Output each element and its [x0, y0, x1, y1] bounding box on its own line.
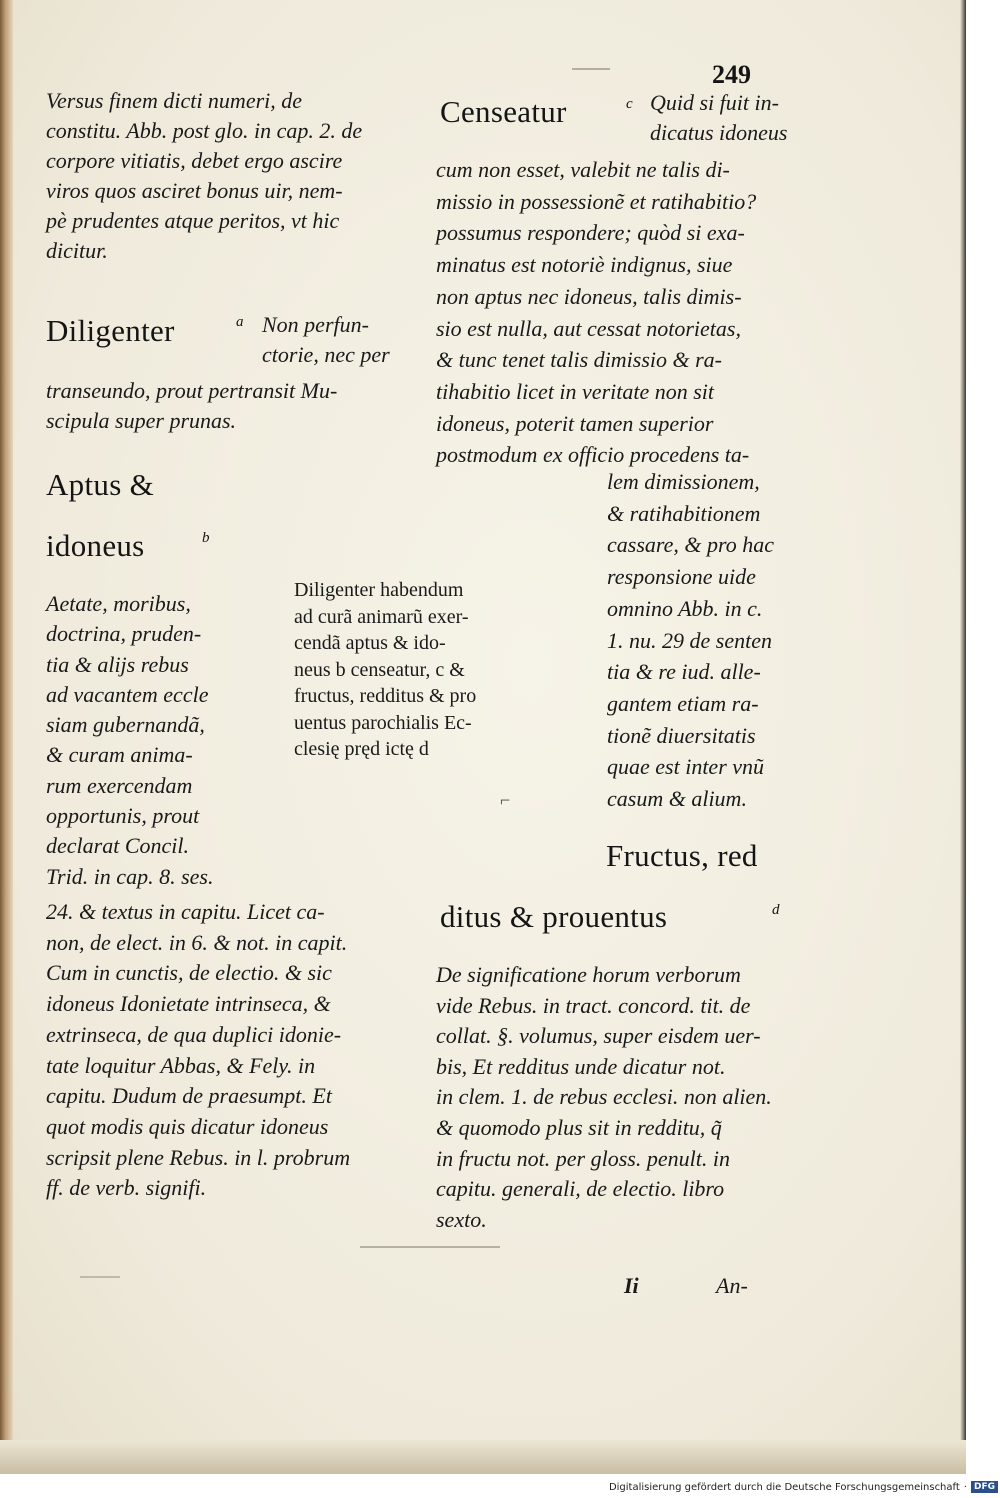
text-line: quae est inter vnũ [607, 754, 765, 780]
aptus-gloss-continued [46, 897, 416, 1204]
text-line: cum non esset, valebit ne talis di- [436, 157, 730, 182]
text-line: capitu. generali, de electio. libro [436, 1176, 725, 1202]
text-line: missio in possessionẽ et ratihabitio? [436, 188, 757, 214]
heading-fructus-continued: ditus & prouentus [440, 899, 668, 934]
text-line: constitu. Abb. post glo. in cap. 2. de [46, 118, 363, 143]
text-line: in clem. 1. de rebus ecclesi. non alien. [436, 1084, 772, 1110]
note-marker-c: c [626, 96, 633, 112]
text-line: Cum in cunctis, de electio. & sic [46, 960, 332, 986]
text-line: Quid si fuit in- [650, 90, 779, 115]
text-line: non, de elect. in 6. & not. in capit. [46, 929, 348, 955]
text-line: scipula super prunas. [46, 408, 237, 433]
text-line: capitu. Dudum de praesumpt. Et [46, 1083, 332, 1109]
diligenter-gloss [46, 376, 416, 436]
text-line: quot modis quis dicatur idoneus [46, 1113, 329, 1139]
digitization-credit-bar [606, 1478, 998, 1496]
text-line: idoneus Idonietate intrinseca, & [46, 991, 331, 1017]
text-line: transeundo, prout pertransit Mu- [46, 378, 338, 403]
text-line: bis, Et redditus unde dicatur not. [436, 1053, 726, 1079]
text-line: Versus finem dicti numeri, de [46, 88, 303, 113]
text-line: Non perfun- [262, 312, 369, 337]
censeatur-gloss-narrow [607, 466, 807, 815]
page-right-edge [960, 0, 966, 1474]
censeatur-gloss [436, 154, 808, 471]
heading-aptus: Aptus & [46, 467, 155, 502]
text-line: uentus parochialis Ec- [294, 711, 472, 734]
text-line: dicatus idoneus [650, 120, 788, 145]
text-line: Aetate, moribus, [46, 591, 191, 616]
text-line: & quomodo plus sit in redditu, q̃ [436, 1114, 722, 1140]
text-line: & ratihabitionem [607, 500, 761, 526]
text-line: idoneus, poterit tamen superior [436, 410, 714, 436]
text-line: tia & re iud. alle- [607, 659, 761, 685]
text-line: doctrina, pruden- [46, 621, 202, 647]
note-marker-a: a [236, 314, 244, 330]
main-text-block [294, 577, 554, 763]
fructus-gloss [436, 960, 808, 1235]
text-line: ad curã animarũ exer- [294, 605, 469, 628]
text-line: gantem etiam ra- [607, 690, 759, 716]
credit-separator: · [963, 1481, 967, 1493]
text-line: 24. & textus in capitu. Licet ca- [46, 899, 325, 924]
text-line: tihabitio licet in veritate non sit [436, 378, 715, 404]
heading-fructus: Fructus, red [606, 838, 758, 873]
text-line: siam gubernandã, [46, 712, 205, 738]
text-line: scripsit plene Rebus. in l. probrum [46, 1144, 351, 1170]
note-marker-b: b [202, 530, 210, 546]
censeatur-gloss-first [650, 88, 810, 148]
heading-diligenter: Diligenter [46, 313, 175, 348]
text-line: extrinseca, de qua duplici idonie- [46, 1021, 342, 1047]
page-gutter-shadow [0, 0, 13, 1474]
text-line: non aptus nec idoneus, talis dimis- [436, 283, 742, 309]
text-line: postmodum ex officio procedens ta- [436, 442, 750, 468]
text-line: & curam anima- [46, 742, 193, 768]
text-line: ad vacantem eccle [46, 681, 209, 707]
signature-mark: Ii [624, 1273, 639, 1298]
text-line: ctorie, nec per [262, 342, 390, 367]
text-line: Diligenter habendum [294, 579, 464, 601]
text-line: De significatione horum verborum [436, 962, 741, 987]
text-line: & tunc tenet talis dimissio & ra- [436, 347, 722, 373]
text-line: cendã aptus & ido- [294, 632, 446, 654]
diligenter-gloss-first [262, 310, 412, 370]
text-line: collat. §. volumus, super eisdem uer- [436, 1023, 761, 1049]
text-line: tate loquitur Abbas, & Fely. in [46, 1052, 316, 1078]
text-line: neus b censeatur, c & [294, 658, 465, 681]
heading-idoneus: idoneus [46, 528, 145, 563]
text-line: tia & alijs rebus [46, 651, 189, 677]
heading-censeatur: Censeatur [440, 94, 567, 129]
text-line: ff. de verb. signifi. [46, 1175, 207, 1201]
text-line: clesię pręd ictę d [294, 738, 429, 760]
faint-ink-mark [572, 68, 610, 70]
text-line: fructus, redditus & pro [294, 685, 477, 707]
aptus-gloss [46, 589, 246, 892]
dfg-logo-icon: DFG [971, 1481, 998, 1493]
note-marker-d: d [772, 902, 780, 918]
text-line: declarat Concil. [46, 833, 189, 859]
page-bottom-edge [0, 1440, 966, 1474]
text-line: opportunis, prout [46, 803, 200, 829]
text-line: Trid. in cap. 8. ses. [46, 863, 214, 889]
show-through-line [360, 1246, 500, 1248]
text-line: responsione uide [607, 564, 756, 590]
text-line: lem dimissionem, [607, 469, 760, 494]
text-line: minatus est notoriè indignus, siue [436, 252, 733, 278]
text-line: 1. nu. 29 de senten [607, 627, 772, 653]
text-line: sexto. [436, 1206, 487, 1232]
text-line: sio est nulla, aut cessat notorietas, [436, 315, 741, 341]
catchword: An- [716, 1273, 748, 1298]
text-line: viros quos asciret bonus uir, nem- [46, 178, 343, 203]
text-line: cassare, & pro hac [607, 532, 775, 558]
text-line: in fructu not. per gloss. penult. in [436, 1145, 730, 1171]
show-through-line [80, 1276, 120, 1278]
text-line: tionẽ diuersitatis [607, 722, 756, 748]
text-line: pè prudentes atque peritos, vt hic [46, 208, 340, 233]
printer-mark: ⌐ [500, 790, 511, 810]
text-line: dicitur. [46, 238, 108, 263]
page-number: 249 [712, 60, 751, 89]
text-line: possumus respondere; quòd si exa- [436, 220, 745, 246]
text-line: corpore vitiatis, debet ergo ascire [46, 148, 343, 173]
left-opening-text [46, 86, 416, 266]
text-line: rum exercendam [46, 772, 193, 798]
text-line: casum & alium. [607, 786, 747, 812]
text-line: omnino Abb. in c. [607, 595, 763, 621]
text-line: vide Rebus. in tract. concord. tit. de [436, 992, 751, 1018]
credit-text: Digitalisierung gefördert durch die Deutsche Forschungsgemeinschaft [608, 1481, 960, 1493]
